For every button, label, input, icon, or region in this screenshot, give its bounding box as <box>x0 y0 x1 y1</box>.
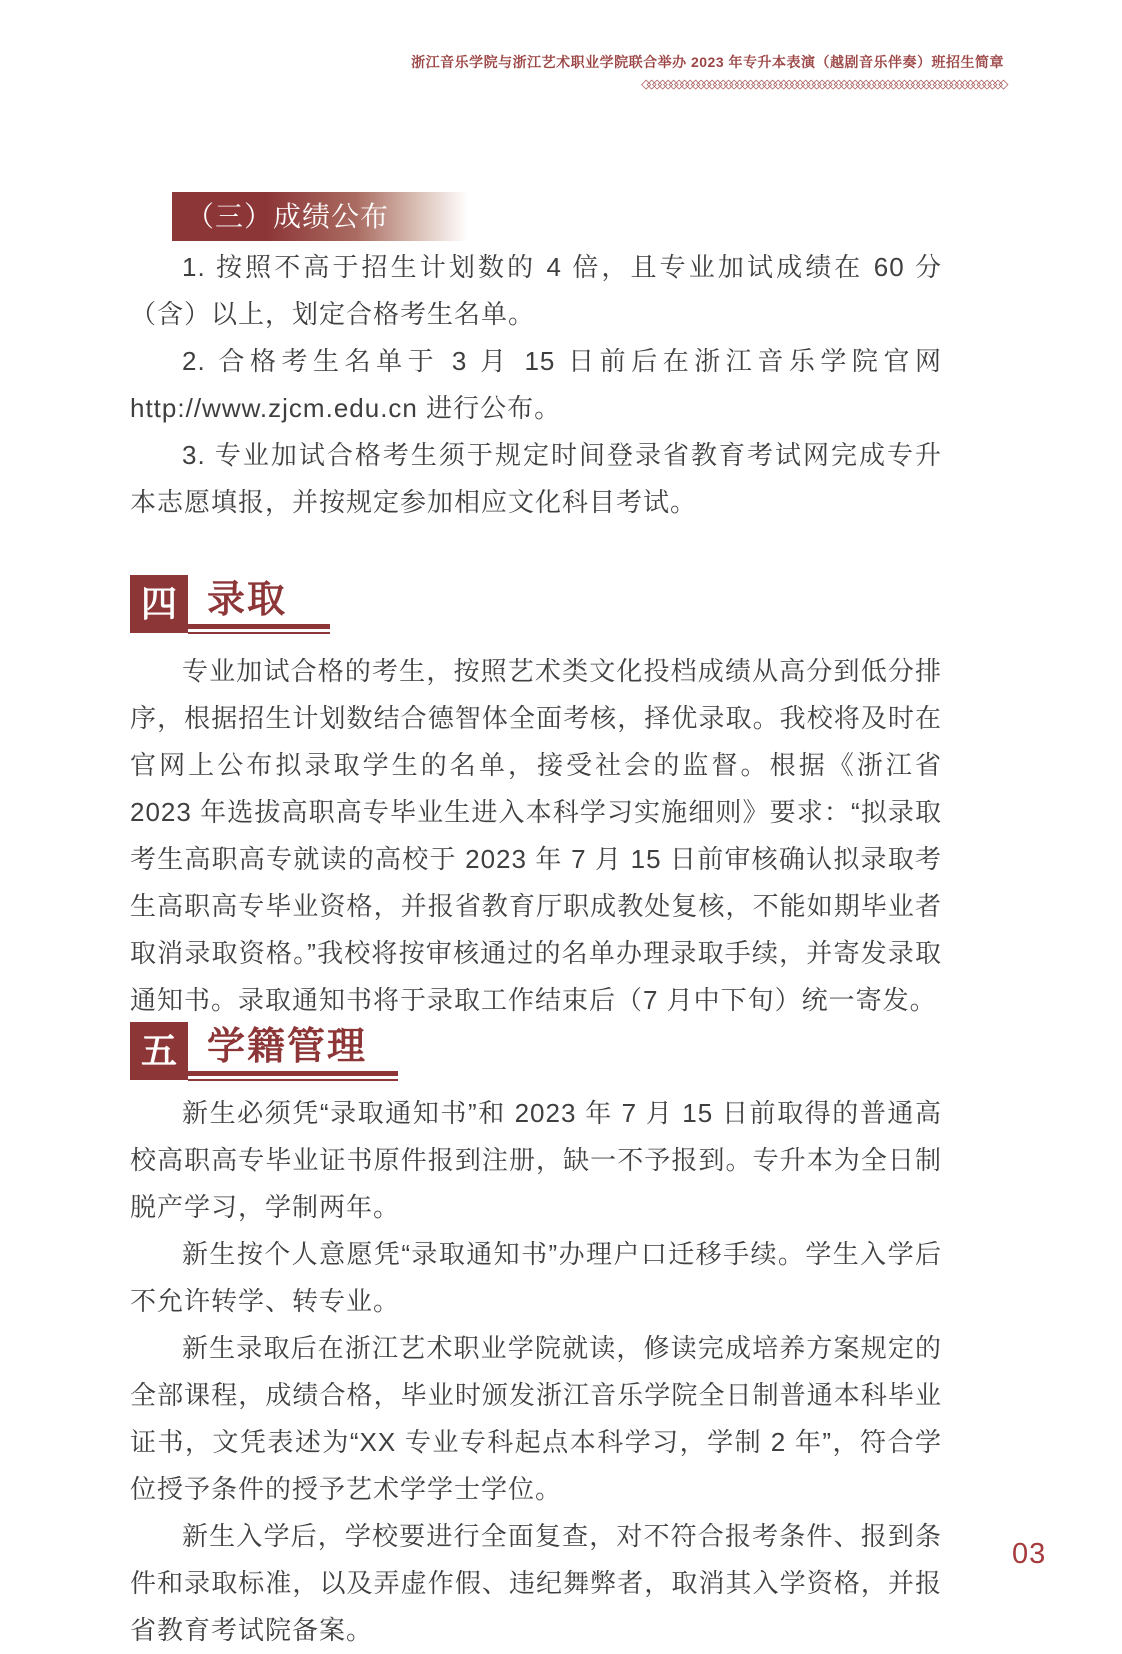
page-number: 03 <box>1012 1538 1047 1570</box>
section-number: 五 <box>140 1031 177 1071</box>
subsection-title: （三）成绩公布 <box>186 201 390 232</box>
admission-paragraphs <box>130 648 942 1024</box>
paragraph: 新生入学后，学校要进行全面复查，对不符合报考条件、报到条件和录取标准，以及弄虚作假、违纪舞弊者，取消其入学资格，并报省教育考试院备案。 <box>130 1521 942 1645</box>
section-title: 录取 <box>207 579 288 621</box>
title-rule-thin <box>188 1079 398 1081</box>
enrollment-management-paragraphs <box>130 1090 942 1654</box>
title-rule-thin <box>188 632 330 634</box>
section-four-heading <box>130 575 570 637</box>
section-title: 学籍管理 <box>207 1026 368 1068</box>
title-rule-thick <box>188 624 330 629</box>
section-five-heading <box>130 1022 570 1084</box>
score-publication-paragraphs <box>130 244 942 526</box>
paragraph: 新生按个人意愿凭“录取通知书”办理户口迁移手续。学生入学后不允许转学、转专业。 <box>130 1239 942 1316</box>
paragraph: 1. 按照不高于招生计划数的 4 倍，且专业加试成绩在 60 分（含）以上，划定合格考生名单。 <box>130 252 942 329</box>
document-header <box>411 52 1004 91</box>
diamond-divider: ◇◇◇◇◇◇◇◇◇◇◇◇◇◇◇◇◇◇◇◇◇◇◇◇◇◇◇◇◇◇◇◇◇◇◇◇◇◇◇◇◇◇◇◇◇◇◇◇◇◇◇◇◇◇◇◇◇◇◇◇◇◇◇◇◇◇ <box>641 76 1004 91</box>
paragraph: 3. 专业加试合格考生须于规定时间登录省教育考试网完成专升本志愿填报，并按规定参加相应文化科目考试。 <box>130 440 942 517</box>
section-number: 四 <box>140 584 177 624</box>
section-number-box <box>130 575 188 633</box>
section-number-box <box>130 1022 188 1080</box>
title-rule-thick <box>188 1071 398 1076</box>
paragraph: 2. 合格考生名单于 3 月 15 日前后在浙江音乐学院官网 http://www.zjcm.edu.cn 进行公布。 <box>130 346 942 423</box>
subsection-title-bar <box>172 192 468 241</box>
paragraph: 新生必须凭“录取通知书”和 2023 年 7 月 15 日前取得的普通高校高职高专毕业证书原件报到注册，缺一不予报到。专升本为全日制脱产学习，学制两年。 <box>130 1098 942 1222</box>
header-title: 浙江音乐学院与浙江艺术职业学院联合举办 2023 年专升本表演（越剧音乐伴奏）班招生简章 <box>411 54 1004 70</box>
paragraph: 专业加试合格的考生，按照艺术类文化投档成绩从高分到低分排序，根据招生计划数结合德智体全面考核，择优录取。我校将及时在官网上公布拟录取学生的名单，接受社会的监督。根据《浙江省 2023 年选拔高职高专毕业生进入本科学习实施细则》要求：“拟录取考生高职高专就读的高校于 2023 年 7 月 15 日前审核确认拟录取考生高职高专毕业资格，并报省教育厅职成教处复核，不能如期毕业者取消录取资格。”我校将按审核通过的名单办理录取手续，并寄发录取通知书。录取通知书将于录取工作结束后（7 月中下旬）统一寄发。 <box>130 656 942 1015</box>
paragraph: 新生录取后在浙江艺术职业学院就读，修读完成培养方案规定的全部课程，成绩合格，毕业时颁发浙江音乐学院全日制普通本科毕业证书，文凭表述为“XX 专业专科起点本科学习，学制 2 年”，符合学位授予条件的授予艺术学学士学位。 <box>130 1333 942 1504</box>
